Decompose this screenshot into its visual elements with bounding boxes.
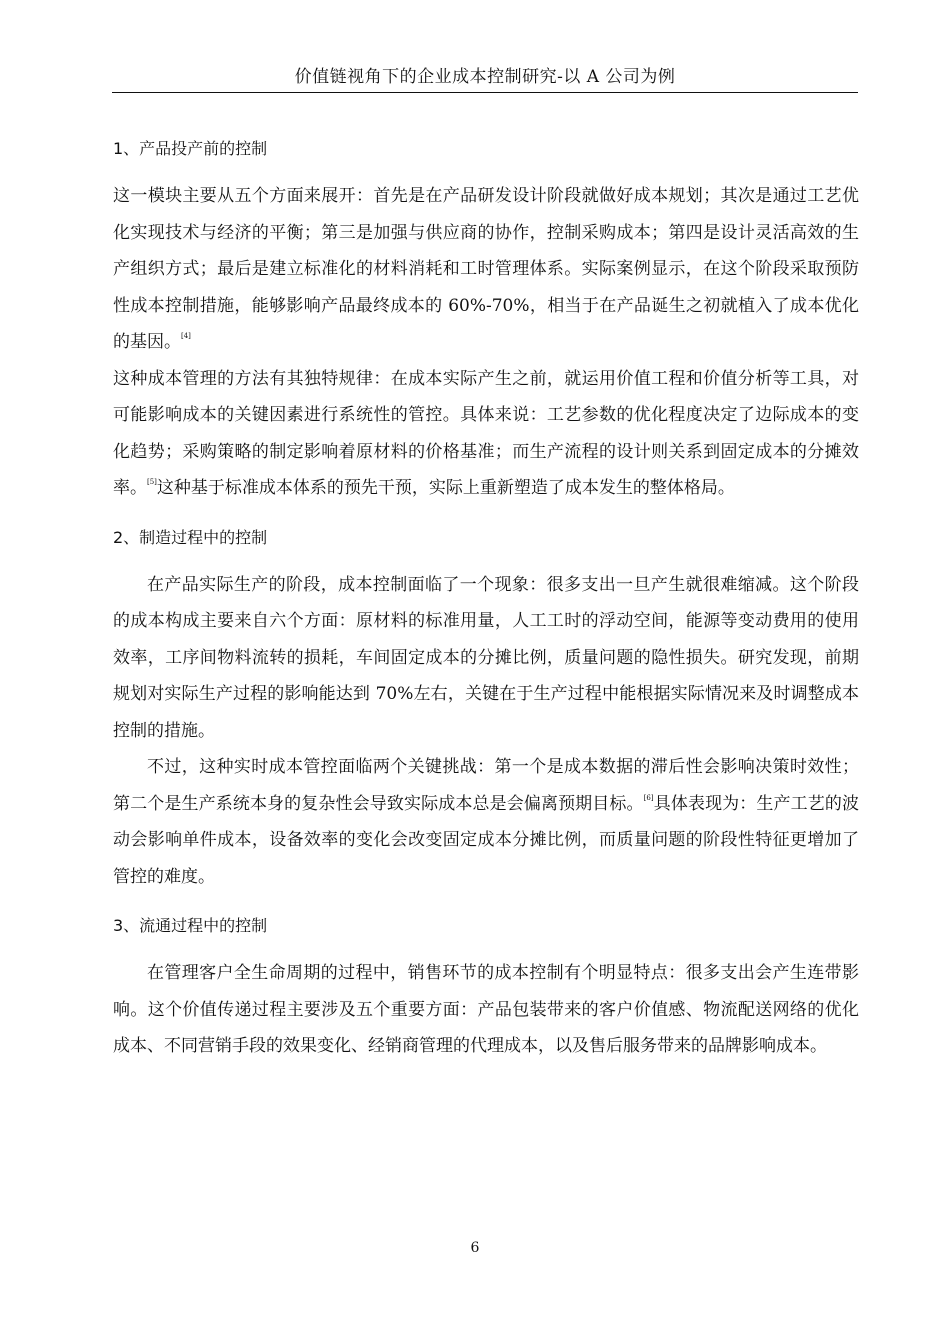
paragraph-text: 这种成本管理的方法有其独特规律：在成本实际产生之前，就运用价值工程和价值分析等工具，对可能影响成本的关键因素进行系统性的管控。具体来说：工艺参数的优化程度决定了边际成本的变化趋势；采购策略的制定影响着原材料的价格基准；而生产流程的设计则关系到固定成本的分摊效率。 xyxy=(113,368,859,498)
paragraph xyxy=(113,361,859,507)
section-heading: 3、流通过程中的控制 xyxy=(113,916,268,935)
paragraph-text: 具体表现为：生产工艺的波动会影响单件成本，设备效率的变化会改变固定成本分摊比例，而质量问题的阶段性特征更增加了管控的难度。 xyxy=(113,793,860,887)
paragraph-text: 这种基于标准成本体系的预先干预，实际上重新塑造了成本发生的整体格局。 xyxy=(156,478,735,498)
paragraph-text: 在产品实际生产的阶段，成本控制面临了一个现象：很多支出一旦产生就很难缩减。这个阶段的成本构成主要来自六个方面：原材料的标准用量，人工工时的浮动空间，能源等变动费用的使用效率，工序间物料流转的损耗，车间固定成本的分摊比例，质量问题的隐性损失。研究发现，前期规划对实际生产过程的影响能达到 70%左右，关键在于生产过程中能根据实际情况来及时调整成本控制的措施。 xyxy=(113,574,859,741)
paragraph xyxy=(113,749,859,895)
page-number: 6 xyxy=(470,1240,480,1256)
citation-ref: [6] xyxy=(643,793,654,802)
section-heading: 1、产品投产前的控制 xyxy=(113,139,268,158)
section-heading: 2、制造过程中的控制 xyxy=(113,527,268,547)
page-body xyxy=(113,126,859,1065)
paragraph xyxy=(113,178,859,361)
section-1 xyxy=(113,126,859,507)
paragraph-text: 这一模块主要从五个方面来展开：首先是在产品研发设计阶段就做好成本规划；其次是通过工艺优化实现技术与经济的平衡；第三是加强与供应商的协作，控制采购成本；第四是设计灵活高效的生产组织方式；最后是建立标准化的材料消耗和工时管理体系。实际案例显示，在这个阶段采取预防性成本控制措施，能够影响产品最终成本的 60%-70%，相当于在产品诞生之初就植入了成本优化的基因。 xyxy=(113,186,859,352)
section-3 xyxy=(113,903,859,1065)
citation-ref: [5] xyxy=(147,478,157,486)
paragraph xyxy=(113,567,859,750)
citation-ref: [4] xyxy=(181,332,191,340)
paragraph-text: 在管理客户全生命周期的过程中，销售环节的成本控制有个明显特点：很多支出会产生连带影响。这个价值传递过程主要涉及五个重要方面：产品包装带来的客户价值感、物流配送网络的优化成本、不同营销手段的效果变化、经销商管理的代理成本，以及售后服务带来的品牌影响成本。 xyxy=(113,963,859,1056)
running-header: 价值链视角下的企业成本控制研究-以 A 公司为例 xyxy=(294,67,676,87)
header-rule xyxy=(112,92,858,93)
paragraph-text: 不过，这种实时成本管控面临两个关键挑战：第一个是成本数据的滞后性会影响决策时效性；第二个是生产系统本身的复杂性会导致实际成本总是会偏离预期目标。 xyxy=(113,757,859,814)
paragraph xyxy=(113,955,859,1065)
section-2 xyxy=(113,515,859,896)
